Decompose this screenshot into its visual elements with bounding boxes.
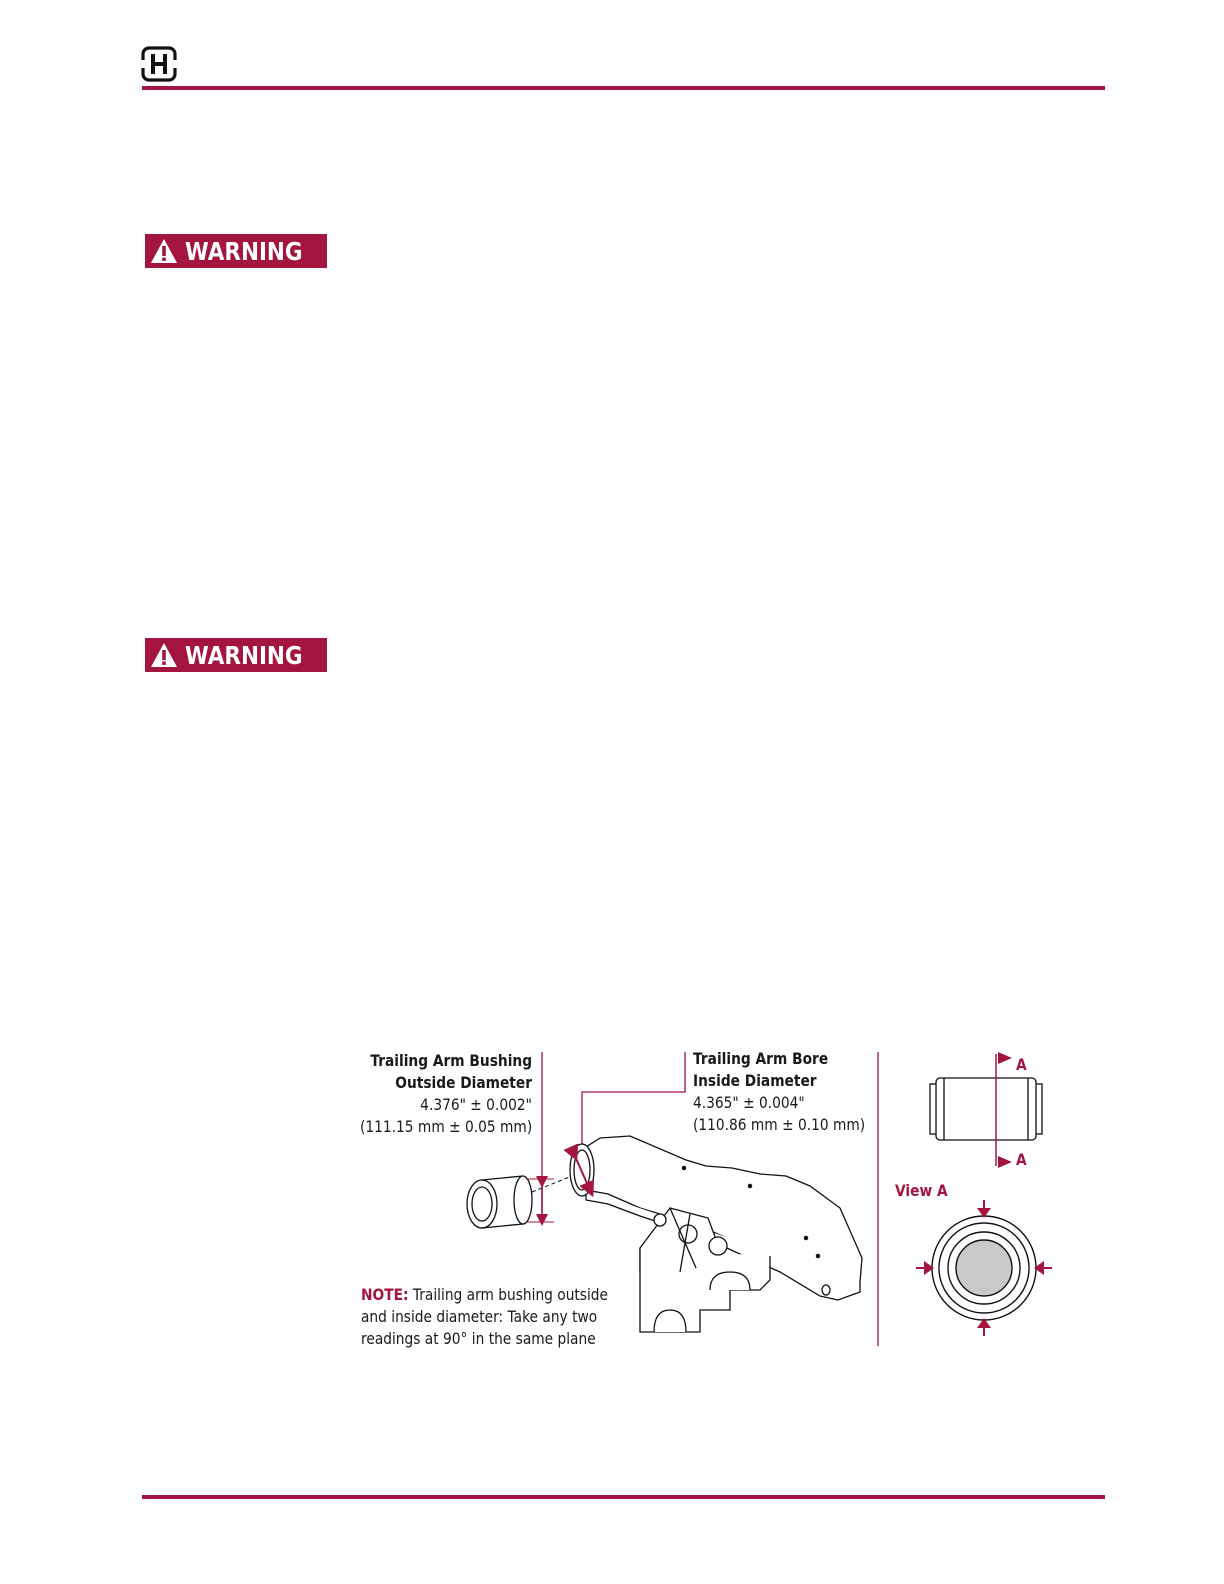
bore-value-in: 4.365" ± 0.004" (693, 1093, 805, 1112)
note-line-3: readings at 90° in the same plane (361, 1329, 596, 1348)
note-text-1: Trailing arm bushing outside (412, 1285, 609, 1304)
bore-title-2: Inside Diameter (693, 1071, 817, 1090)
bore-title-1: Trailing Arm Bore (693, 1049, 829, 1068)
warning-banner (145, 234, 327, 268)
warning-label: WARNING (185, 640, 303, 670)
note-label: NOTE: (361, 1285, 409, 1304)
bushing-title-1: Trailing Arm Bushing (370, 1051, 532, 1070)
bushing-part (467, 1176, 532, 1228)
bushing-side-view (930, 1078, 1042, 1140)
warning-triangle-icon (149, 237, 179, 265)
bushing-value-mm: (111.15 mm ± 0.05 mm) (359, 1117, 532, 1136)
warning-label: WARNING (185, 236, 303, 266)
trailing-arm-bushing-figure (340, 1040, 1080, 1360)
note-line-1 (361, 1284, 608, 1306)
view-a-label: View A (895, 1181, 948, 1200)
bushing-value-in: 4.376" ± 0.002" (420, 1095, 532, 1114)
hendrickson-logo-icon (141, 46, 177, 82)
warning-banner (145, 638, 327, 672)
view-a-section (932, 1216, 1036, 1320)
section-label-bottom: A (1016, 1150, 1027, 1169)
bore-value-mm: (110.86 mm ± 0.10 mm) (693, 1115, 866, 1134)
note-line-2: and inside diameter: Take any two (361, 1307, 598, 1326)
header-rule (142, 86, 1105, 90)
trailing-arm-part (570, 1136, 862, 1332)
footer-rule (142, 1495, 1105, 1499)
bushing-title-2: Outside Diameter (395, 1073, 532, 1092)
section-label-top: A (1016, 1055, 1027, 1074)
warning-triangle-icon (149, 641, 179, 669)
